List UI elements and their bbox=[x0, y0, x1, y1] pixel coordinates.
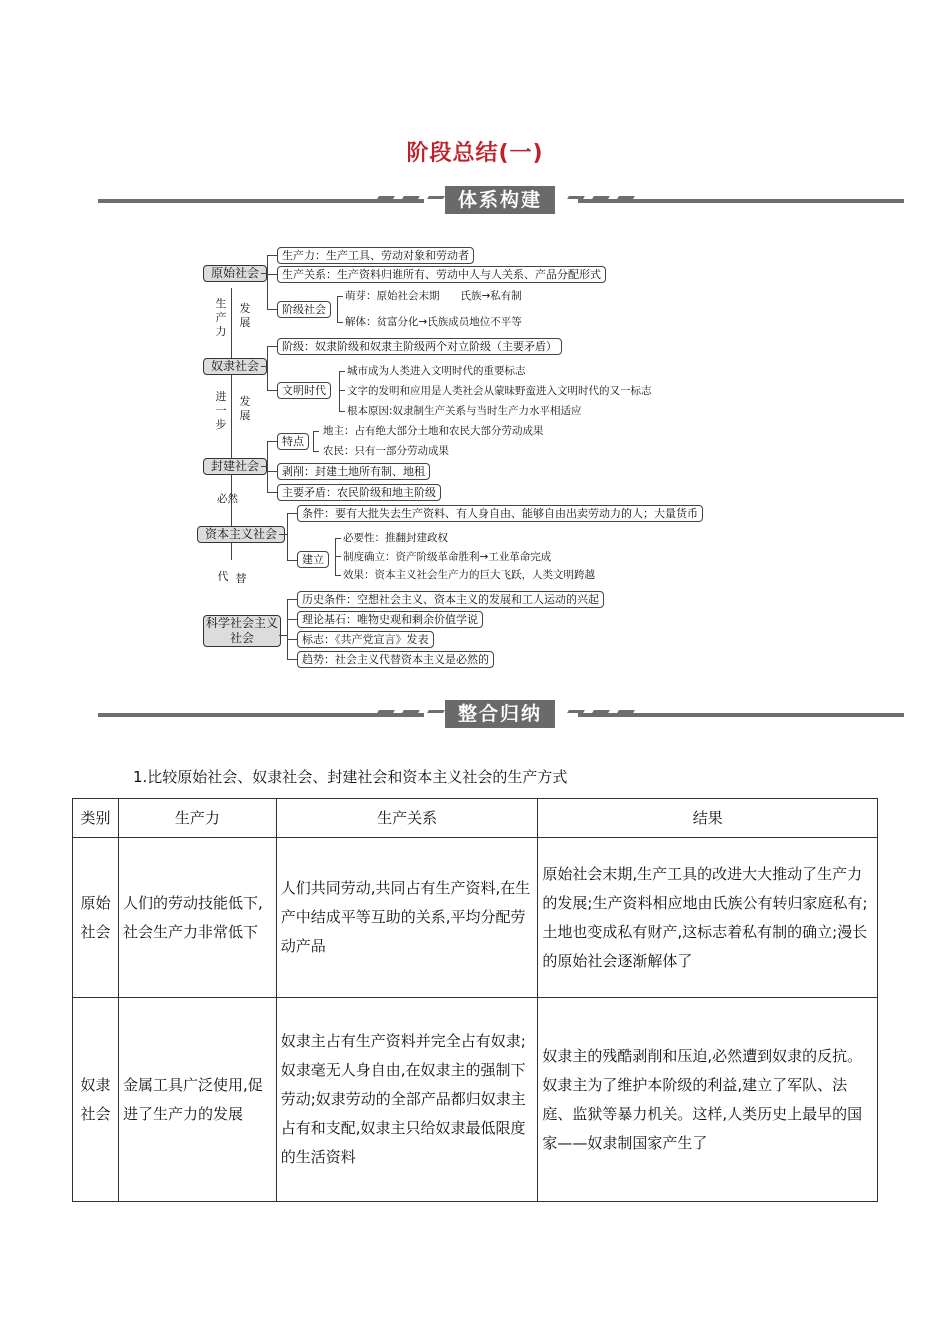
column-header: 结果 bbox=[538, 799, 878, 838]
node-capitalist: 资本主义社会 bbox=[197, 526, 285, 543]
branch: 主要矛盾：农民阶级和地主阶级 bbox=[277, 484, 441, 501]
link-label: 生产力 bbox=[215, 297, 227, 338]
branch: 生产力：生产工具、劳动对象和劳动者 bbox=[277, 247, 474, 264]
link-label: 代 bbox=[217, 570, 229, 583]
leaf: 根本原因:奴隶制生产关系与当时生产力水平相适应 bbox=[347, 405, 582, 417]
link-label: 发展 bbox=[239, 302, 251, 329]
section-title: 体系构建 bbox=[445, 186, 555, 214]
leaf: 地主：占有绝大部分土地和农民大部分劳动成果 bbox=[323, 425, 544, 437]
mindmap bbox=[195, 240, 765, 680]
branch: 条件：要有大批失去生产资料、有人身自由、能够自由出卖劳动力的人；大量货币 bbox=[297, 505, 703, 522]
column-header: 类别 bbox=[73, 799, 119, 838]
branch: 文明时代 bbox=[277, 382, 331, 399]
table-cell: 奴隶社会 bbox=[73, 998, 119, 1202]
node-primitive: 原始社会 bbox=[203, 265, 267, 282]
table-row bbox=[73, 998, 878, 1202]
column-header: 生产关系 bbox=[276, 799, 538, 838]
leaf: 解体：贫富分化→氏族成员地位不平等 bbox=[345, 316, 522, 328]
branch: 特点 bbox=[277, 433, 309, 450]
leaf: 萌芽：原始社会末期 氏族→私有制 bbox=[345, 290, 522, 302]
section-banner-system bbox=[98, 186, 904, 216]
table-cell: 原始社会 bbox=[73, 838, 119, 998]
table-cell: 原始社会末期,生产工具的改进大大推动了生产力的发展;生产资料相应地由氏族公有转归家庭私有;土地也变成私有财产,这标志着私有制的确立;漫长的原始社会逐渐解体了 bbox=[538, 838, 878, 998]
section-title: 整合归纳 bbox=[445, 700, 555, 728]
link-label: 发展 bbox=[239, 395, 251, 422]
branch: 建立 bbox=[297, 551, 329, 568]
table-row bbox=[73, 838, 878, 998]
leaf: 制度确立：资产阶级革命胜利→工业革命完成 bbox=[343, 551, 552, 563]
node-scientific-socialism: 科学社会主义社会 bbox=[203, 615, 281, 647]
link-label: 必然 bbox=[217, 493, 238, 505]
link-label: 替 bbox=[235, 572, 247, 585]
table-cell: 奴隶主的残酷剥削和压迫,必然遭到奴隶的反抗。奴隶主为了维护本阶级的利益,建立了军队、法庭、监狱等暴力机关。这样,人类历史上最早的国家——奴隶制国家产生了 bbox=[538, 998, 878, 1202]
leaf: 效果：资本主义社会生产力的巨大飞跃，人类文明跨越 bbox=[343, 569, 595, 581]
leaf: 城市成为人类进入文明时代的重要标志 bbox=[347, 365, 526, 377]
leaf: 文字的发明和应用是人类社会从蒙昧野蛮进入文明时代的又一标志 bbox=[347, 385, 652, 397]
table-cell: 人们共同劳动,共同占有生产资料,在生产中结成平等互助的关系,平均分配劳动产品 bbox=[276, 838, 538, 998]
node-slave: 奴隶社会 bbox=[203, 358, 267, 375]
question-intro: 1.比较原始社会、奴隶社会、封建社会和资本主义社会的生产方式 bbox=[133, 768, 568, 786]
table-header-row bbox=[73, 799, 878, 838]
column-header: 生产力 bbox=[118, 799, 276, 838]
leaf: 农民：只有一部分劳动成果 bbox=[323, 445, 449, 457]
leaf: 必要性：推翻封建政权 bbox=[343, 532, 448, 544]
link-label: 进一步 bbox=[215, 390, 227, 431]
branch: 趋势：社会主义代替资本主义是必然的 bbox=[297, 651, 494, 668]
section-banner-summary bbox=[98, 700, 904, 730]
branch: 标志：《共产党宣言》发表 bbox=[297, 631, 434, 648]
comparison-table bbox=[72, 798, 878, 1202]
table-cell: 奴隶主占有生产资料并完全占有奴隶;奴隶毫无人身自由,在奴隶主的强制下劳动;奴隶劳动的全部产品都归奴隶主占有和支配,奴隶主只给奴隶最低限度的生活资料 bbox=[276, 998, 538, 1202]
table-cell: 金属工具广泛使用,促进了生产力的发展 bbox=[118, 998, 276, 1202]
branch: 生产关系：生产资料归谁所有、劳动中人与人关系、产品分配形式 bbox=[277, 266, 606, 283]
branch: 阶级社会 bbox=[277, 301, 331, 318]
branch: 剥削：封建土地所有制、地租 bbox=[277, 463, 430, 480]
branch: 历史条件：空想社会主义、资本主义的发展和工人运动的兴起 bbox=[297, 591, 604, 608]
branch: 理论基石：唯物史观和剩余价值学说 bbox=[297, 611, 483, 628]
branch: 阶级：奴隶阶级和奴隶主阶级两个对立阶级（主要矛盾） bbox=[277, 338, 562, 355]
page-title: 阶段总结(一) bbox=[406, 141, 544, 166]
node-feudal: 封建社会 bbox=[203, 458, 267, 475]
table-cell: 人们的劳动技能低下,社会生产力非常低下 bbox=[118, 838, 276, 998]
